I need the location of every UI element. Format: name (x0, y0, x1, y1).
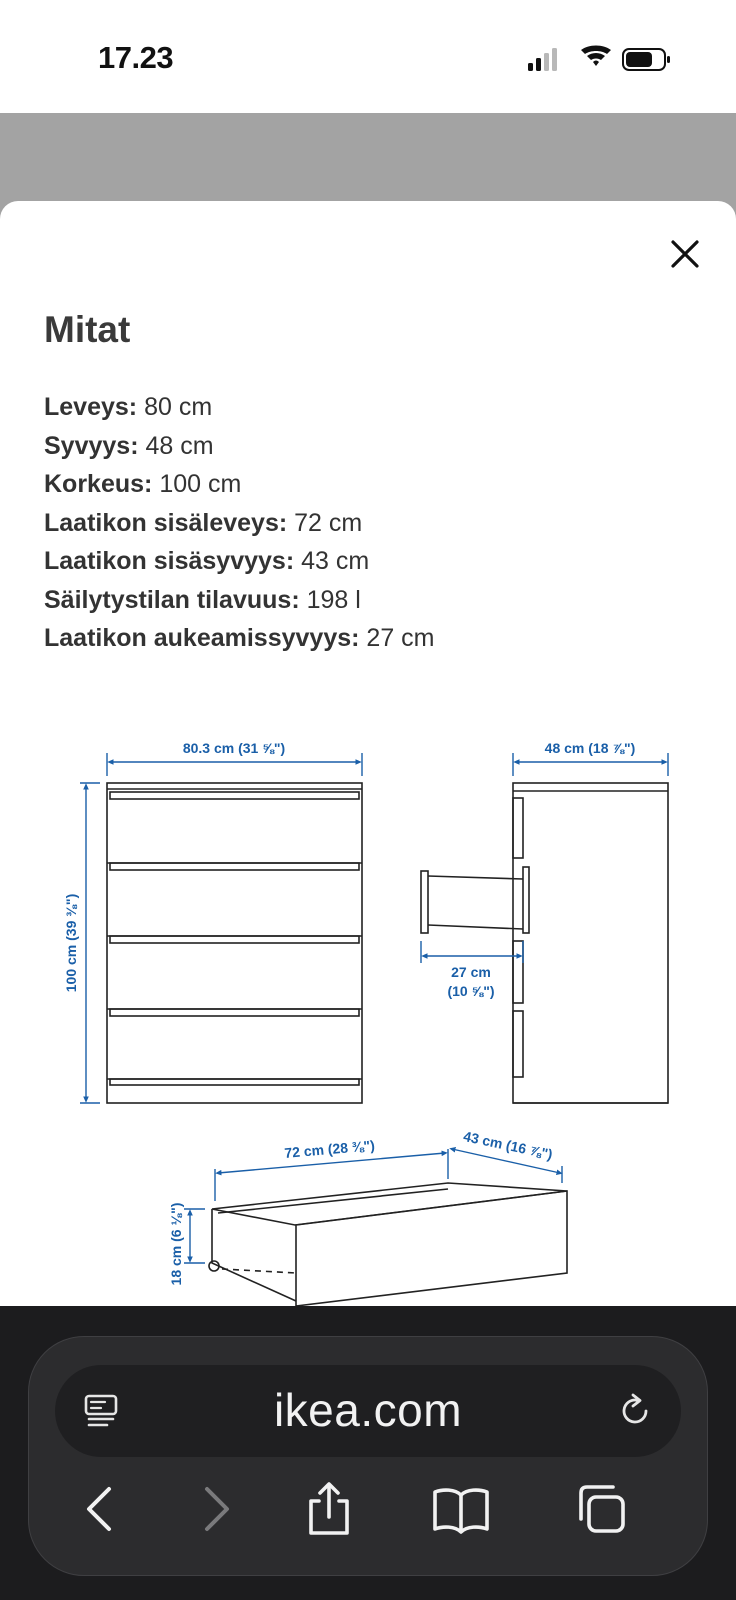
width-label: 80.3 cm (31 ⅝") (182, 740, 286, 756)
spec-row (44, 581, 435, 620)
chest-side-view (421, 783, 668, 1103)
opening-dimension (421, 941, 523, 963)
forward-icon[interactable] (185, 1479, 245, 1539)
spec-label: Leveys: (44, 393, 138, 421)
dimensions-sheet (0, 201, 736, 1306)
status-time: 17.23 (98, 40, 174, 75)
spec-value: 48 cm (138, 431, 214, 460)
spec-value: 43 cm (294, 547, 370, 575)
drawer-depth-label: 43 cm (16 ⅞") (462, 1127, 555, 1163)
spec-value: 198 l (299, 585, 361, 614)
drawer-height-dimension (184, 1209, 205, 1263)
height-label: 100 cm (39 ⅜") (63, 893, 79, 993)
spec-row (44, 427, 435, 466)
spec-label: Laatikon sisäleveys: (44, 508, 288, 537)
spec-label: Säilytystilan tilavuus: (44, 585, 300, 614)
spec-value: 72 cm (287, 508, 363, 537)
close-icon[interactable] (664, 233, 706, 275)
spec-row (44, 619, 435, 658)
spec-row (44, 388, 435, 427)
spec-label: Syvyys: (44, 431, 139, 460)
tabs-icon[interactable] (571, 1479, 631, 1539)
height-dimension (80, 783, 100, 1103)
battery-icon (623, 49, 670, 70)
back-icon[interactable] (71, 1479, 131, 1539)
browser-toolbar (28, 1336, 708, 1576)
chest-front-view (107, 783, 362, 1103)
width-dimension (107, 753, 362, 776)
drawer-width-label: 72 cm (28 ⅜") (283, 1137, 376, 1161)
spec-label: Korkeus: (44, 470, 153, 498)
status-icons (526, 44, 674, 74)
browser-bottom-bar (0, 1306, 736, 1600)
spec-value: 80 cm (137, 393, 213, 421)
bookmarks-icon[interactable] (431, 1479, 491, 1539)
spec-label: Laatikon aukeamissyvyys: (44, 624, 360, 652)
spec-value: 100 cm (152, 470, 242, 498)
wifi-icon (581, 46, 611, 67)
dimension-diagram (0, 721, 736, 1306)
spec-label: Laatikon sisäsyvyys: (44, 547, 295, 575)
spec-row (44, 504, 435, 543)
depth-label: 48 cm (18 ⅞") (544, 740, 636, 756)
url-text[interactable]: ikea.com (273, 1384, 463, 1436)
reload-icon[interactable] (615, 1391, 655, 1431)
drawer-height-label: 18 cm (6 ⅛") (168, 1202, 184, 1286)
opening-label-line-1: 27 cm (451, 964, 491, 980)
depth-dimension (513, 753, 668, 776)
spec-list (44, 388, 435, 658)
drawer-perspective-view (209, 1183, 567, 1306)
spec-value: 27 cm (359, 624, 435, 652)
spec-row (44, 542, 435, 581)
status-bar (0, 0, 736, 113)
opening-label-line-2: (10 ⅝") (447, 983, 495, 999)
address-bar[interactable] (55, 1365, 681, 1457)
share-icon[interactable] (299, 1479, 359, 1539)
spec-row (44, 465, 435, 504)
sheet-title: Mitat (44, 309, 131, 350)
cellular-signal-icon (528, 48, 557, 71)
